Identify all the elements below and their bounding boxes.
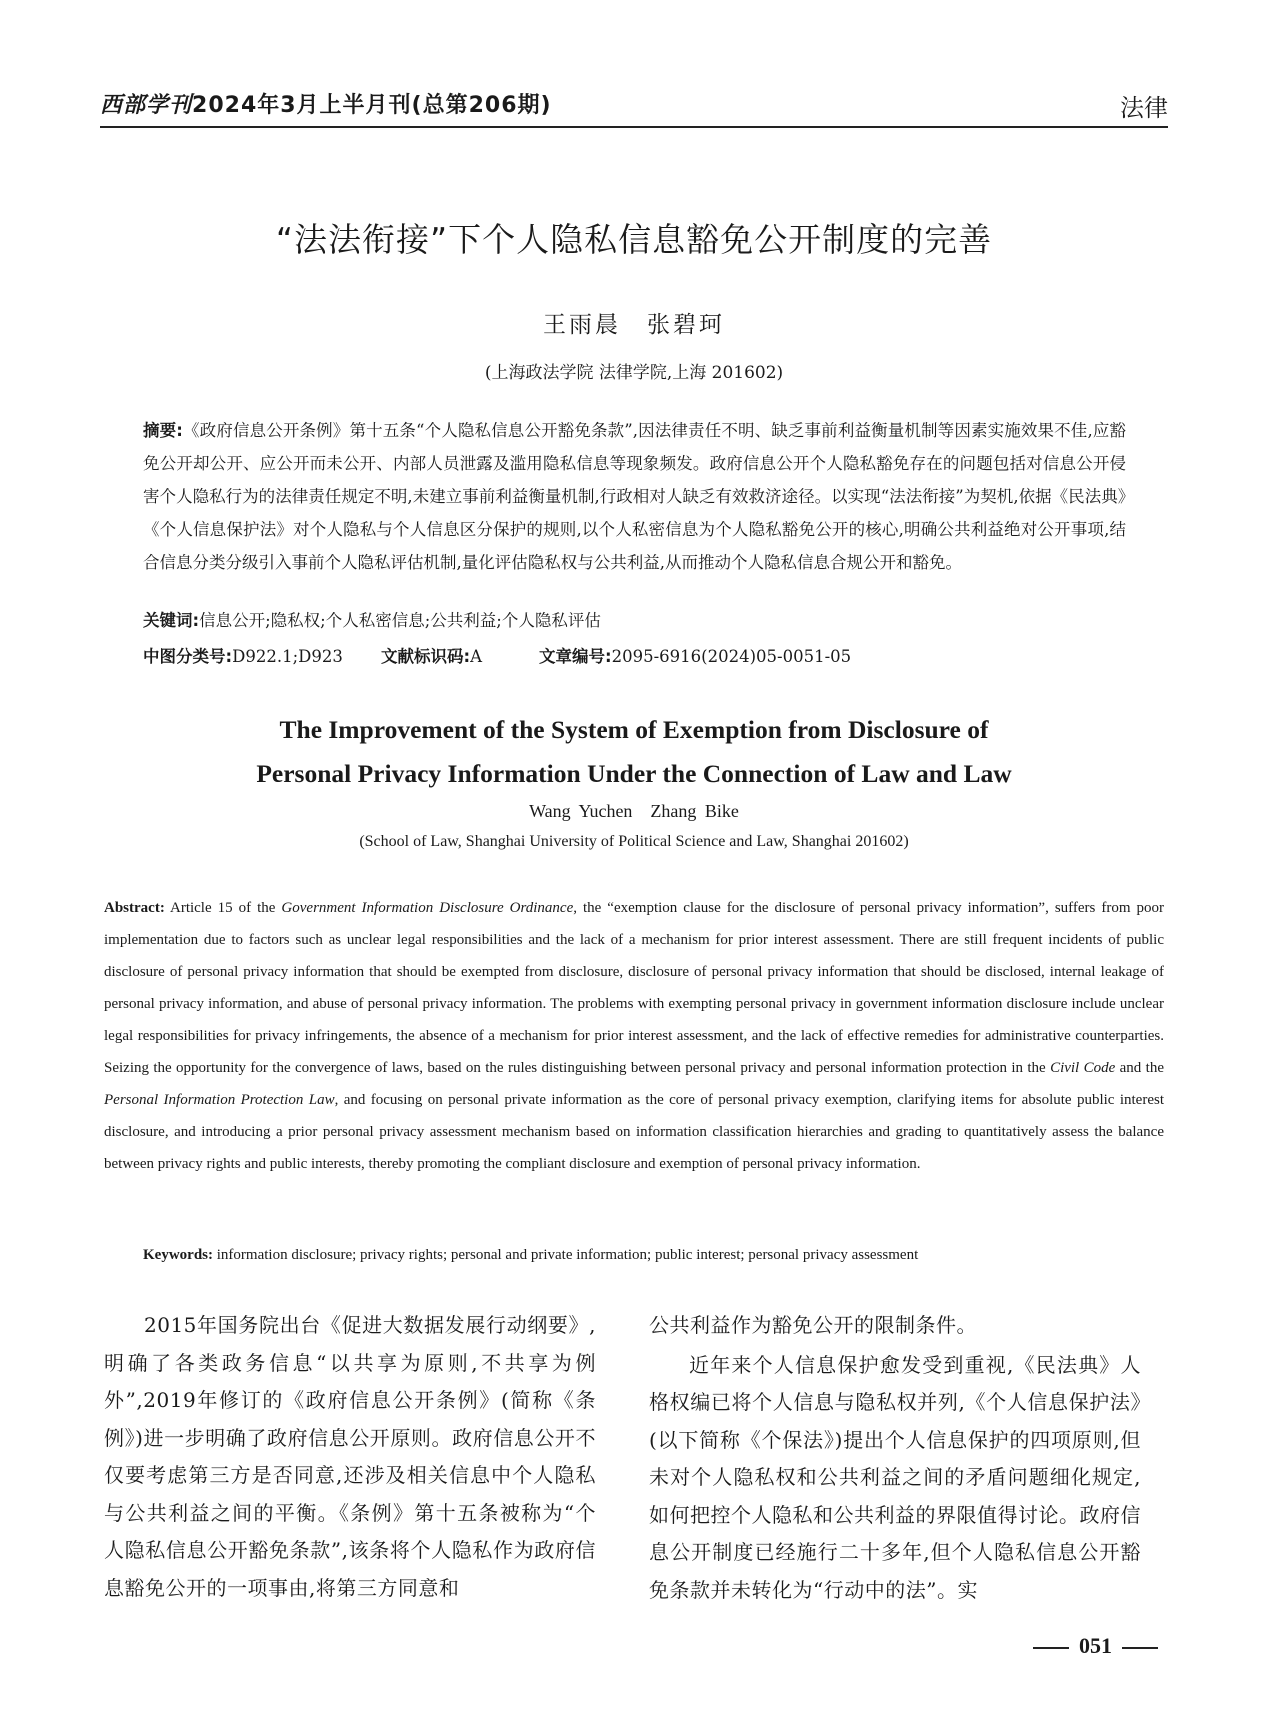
- running-header: [100, 88, 1168, 122]
- body-paragraph: 2015年国务院出台《促进大数据发展行动纲要》,明确了各类政务信息“以共享为原则,不共享为例外”,2019年修订的《政府信息公开条例》(简称《条例》)进一步明确了政府信息公开原则。政府信息公开不仅要考虑第三方是否同意,还涉及相关信息中个人隐私与公共利益之间的平衡。《条例》第十五条被称为“个人隐私信息公开豁免条款”,该条将个人隐私作为政府信息豁免公开的一项事由,将第三方同意和: [104, 1313, 596, 1600]
- affiliation-en: (School of Law, Shanghai University of Political Science and Law, Shanghai 201602): [359, 833, 909, 850]
- keywords-en-label: Keywords:: [143, 1247, 213, 1263]
- abstract-cn-label: 摘要:: [143, 421, 183, 440]
- abstract-cn-text: 《政府信息公开条例》第十五条“个人隐私信息公开豁免条款”,因法律责任不明、缺乏事前利益衡量机制等因素实施效果不佳,应豁免公开却公开、应公开而未公开、内部人员泄露及滥用隐私信息等现象频发。政府信息公开个人隐私豁免存在的问题包括对信息公开侵害个人隐私行为的法律责任规定不明,未建立事前利益衡量机制,行政相对人缺乏有效救济途径。以实现“法法衔接”为契机,依据《民法典》《个人信息保护法》对个人隐私与个人信息区分保护的规则,以个人私密信息为个人隐私豁免公开的核心,明确公共利益绝对公开事项,结合信息分类分级引入事前个人隐私评估机制,量化评估隐私权与公共利益,从而推动个人隐私信息合规公开和豁免。: [143, 421, 1126, 572]
- page-number: 051: [1023, 1633, 1168, 1659]
- body-paragraph: 近年来个人信息保护愈发受到重视,《民法典》人格权编已将个人信息与隐私权并列,《个人信息保护法》(以下简称《个保法》)提出个人信息保护的四项原则,但未对个人隐私权和公共利益之间的矛盾问题细化规定,如何把控个人隐私和公共利益的界限值得讨论。政府信息公开制度已经施行二十多年,但个人隐私信息公开豁免条款并未转化为“行动中的法”。实: [649, 1352, 1141, 1602]
- title-en: [100, 708, 1168, 796]
- section-label: 法律: [1120, 94, 1168, 122]
- keywords-en-text: information disclosure; privacy rights; personal and private information; public interest; personal privacy assessment: [213, 1247, 919, 1263]
- article-number: 文章编号:2095-6916(2024)05-0051-05: [539, 647, 852, 666]
- pipl-title: Personal Information Protection Law: [104, 1092, 335, 1108]
- journal-issue: [100, 88, 552, 119]
- authors-cn: 王雨晨 张碧珂: [543, 312, 725, 338]
- keywords-cn-text: 信息公开;隐私权;个人私密信息;公共利益;个人隐私评估: [199, 611, 601, 630]
- civil-code-title: Civil Code: [1050, 1060, 1116, 1076]
- doc-code: 文献标识码:A: [381, 647, 483, 666]
- keywords-cn-label: 关键词:: [143, 611, 200, 630]
- authors-en: Wang Yuchen Zhang Bike: [529, 801, 739, 821]
- header-rule: [100, 126, 1168, 128]
- abstract-en-label: Abstract:: [104, 900, 165, 916]
- keywords-en: [143, 1247, 1164, 1264]
- body-right-column: [649, 1307, 1141, 1609]
- keywords-cn: [143, 608, 1126, 634]
- issue-info: 2024年3月上半月刊(总第206期): [192, 93, 552, 118]
- affiliation-cn: (上海政法学院 法律学院,上海 201602): [484, 363, 784, 383]
- ordinance-title: Government Information Disclosure Ordinance: [281, 900, 574, 916]
- body-left-column: [104, 1307, 596, 1607]
- clc-code: 中图分类号:D922.1;D923: [143, 647, 343, 666]
- title-cn: “法法衔接”下个人隐私信息豁免公开制度的完善: [275, 220, 993, 259]
- body-paragraph: 公共利益作为豁免公开的限制条件。: [649, 1313, 977, 1337]
- dash-right: [1122, 1647, 1158, 1649]
- dash-left: [1033, 1647, 1069, 1649]
- title-en-line2: Personal Privacy Information Under the Connection of Law and Law: [256, 759, 1012, 788]
- abstract-en: Abstract: Article 15 of the Government Information Disclosure Ordinance, the “exemption clause for the disclosure of personal privacy information”, suffers from poor implementation due to factors such as unclear legal responsibilities and the lack of a mechanism for prior interest assessment. There are still frequent incidents of public disclosure of personal privacy information that should be exempted from disclosure, disclosure of personal privacy information that should be disclosed, internal leakage of personal privacy information, and abuse of personal privacy information. The problems with exempting personal privacy in government information disclosure include unclear legal responsibilities for privacy infringements, the absence of a mechanism for prior interest assessment, and the lack of effective remedies for administrative counterparties. Seizing the opportunity for the convergence of laws, based on the rules distinguishing between personal privacy and personal information protection in the Civil Code and the Personal Information Protection Law, and focusing on personal private information as the core of personal privacy exemption, clarifying items for absolute public interest disclosure, and introducing a prior personal privacy assessment mechanism based on information classification hierarchies and grading to quantitatively assess the balance between privacy rights and public interests, thereby promoting the compliant disclosure and exemption of personal privacy information.: [104, 900, 1164, 1172]
- title-en-line1: The Improvement of the System of Exemption from Disclosure of: [279, 715, 989, 744]
- abstract-cn: [143, 414, 1126, 579]
- journal-name: 西部学刊: [100, 92, 193, 118]
